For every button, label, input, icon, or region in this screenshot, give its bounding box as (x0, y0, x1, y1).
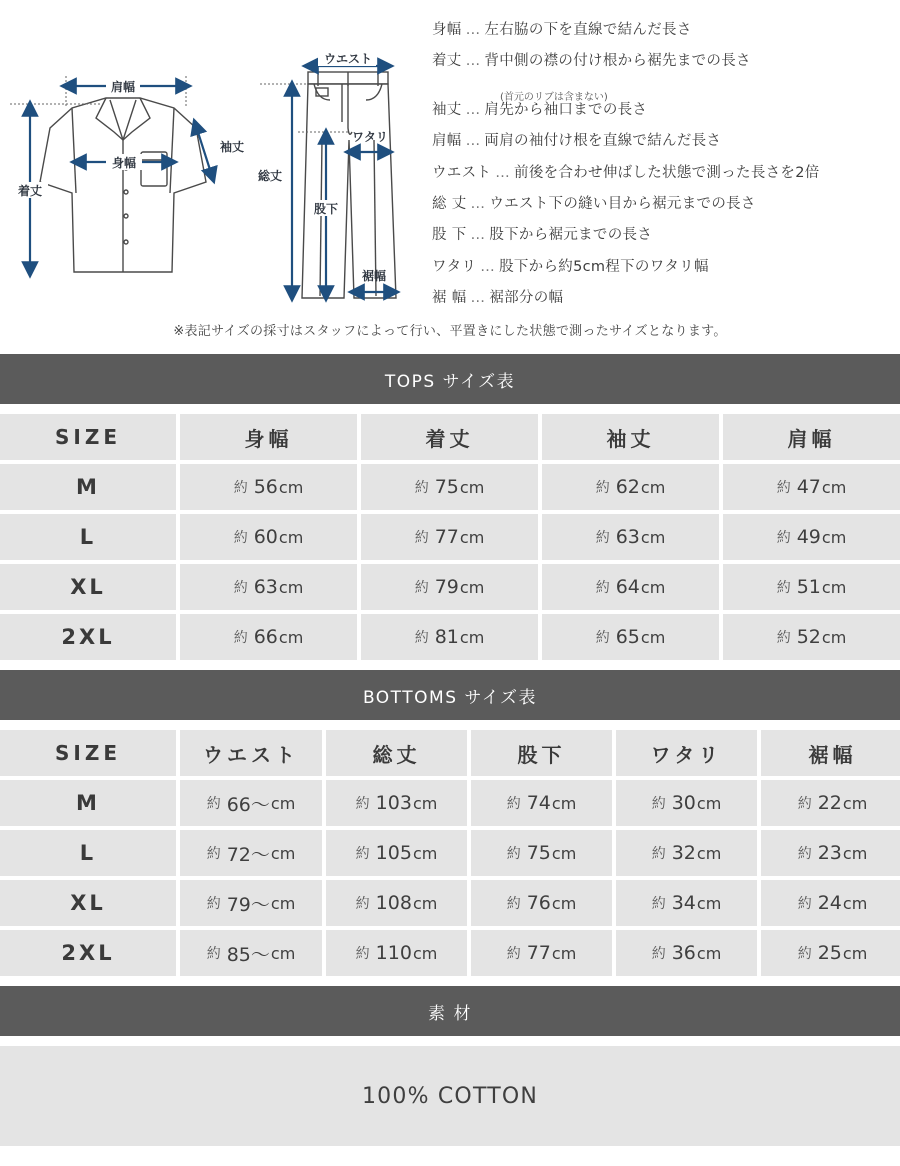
measurement-value: 49 (796, 526, 821, 548)
unit-label: cm (842, 843, 868, 863)
approx-prefix: 約 (651, 846, 666, 862)
table-header-cell: 総丈 (326, 730, 467, 776)
label-shoulder: 肩幅 (110, 80, 136, 94)
unit-label: cm (412, 893, 438, 913)
measurement-cell (471, 880, 612, 926)
approx-prefix: 約 (206, 946, 221, 962)
measurement-value: 77 (526, 942, 551, 964)
measurement-value: 36 (671, 942, 696, 964)
measurement-cell (761, 830, 900, 876)
legend-row: ワタリ … 股下から約5cm程下のワタリ幅 (432, 259, 709, 275)
unit-label: cm (270, 893, 296, 913)
approx-prefix: 約 (651, 896, 666, 912)
label-inseam: 股下 (313, 202, 339, 216)
measurement-value: 32 (671, 842, 696, 864)
measurement-value: 79〜 (226, 893, 270, 916)
label-thigh: ワタリ (352, 130, 388, 144)
unit-label: cm (821, 477, 847, 497)
measurement-cell (723, 514, 900, 560)
table-header-cell: 股下 (471, 730, 612, 776)
approx-prefix: 約 (233, 530, 248, 546)
unit-label: cm (551, 793, 577, 813)
approx-prefix: 約 (776, 480, 791, 496)
measurement-cell (542, 514, 719, 560)
approx-prefix: 約 (797, 846, 812, 862)
unit-label: cm (821, 627, 847, 647)
measurement-value: 60 (253, 526, 278, 548)
tops-section-title: TOPS サイズ表 (0, 354, 900, 404)
measurement-cell (723, 464, 900, 510)
measurement-cell (361, 464, 538, 510)
measurement-cell (180, 880, 322, 926)
unit-label: cm (696, 943, 722, 963)
measurement-value: 62 (615, 476, 640, 498)
measurement-cell (471, 930, 612, 976)
pants-illustration (302, 72, 396, 298)
measurement-value: 72〜 (226, 843, 270, 866)
table-header-cell: ワタリ (616, 730, 757, 776)
measurement-value: 23 (817, 842, 842, 864)
measurement-cell (180, 564, 357, 610)
measurement-value: 66〜 (226, 793, 270, 816)
approx-prefix: 約 (776, 630, 791, 646)
approx-prefix: 約 (506, 896, 521, 912)
approx-prefix: 約 (506, 946, 521, 962)
unit-label: cm (412, 943, 438, 963)
approx-prefix: 約 (206, 846, 221, 862)
measurement-value: 108 (375, 892, 412, 914)
measurement-cell (180, 830, 322, 876)
table-header-cell: 裾幅 (761, 730, 900, 776)
measurement-cell (723, 564, 900, 610)
material-value: 100% COTTON (0, 1046, 900, 1146)
unit-label: cm (551, 843, 577, 863)
measurement-value: 51 (796, 576, 821, 598)
measurement-cell (616, 930, 757, 976)
unit-label: cm (696, 793, 722, 813)
measurement-cell (326, 830, 467, 876)
table-header-cell: SIZE (0, 730, 176, 776)
measurement-cell (180, 464, 357, 510)
label-total-length: 総丈 (257, 169, 283, 183)
legend-row: 身幅 … 左右脇の下を直線で結んだ長さ (432, 22, 692, 38)
unit-label: cm (551, 943, 577, 963)
measurement-cell (361, 514, 538, 560)
measurement-value: 105 (375, 842, 412, 864)
size-label: L (0, 514, 176, 560)
table-header-cell: SIZE (0, 414, 176, 460)
legend-row: 肩幅 … 両肩の袖付け根を直線で結んだ長さ (432, 133, 722, 149)
table-header-cell: 袖丈 (542, 414, 719, 460)
unit-label: cm (821, 577, 847, 597)
approx-prefix: 約 (355, 846, 370, 862)
approx-prefix: 約 (206, 896, 221, 912)
unit-label: cm (278, 577, 304, 597)
table-header-cell: 肩幅 (723, 414, 900, 460)
unit-label: cm (278, 477, 304, 497)
measurement-cell (723, 614, 900, 660)
unit-label: cm (270, 843, 296, 863)
measurement-value: 56 (253, 476, 278, 498)
approx-prefix: 約 (797, 946, 812, 962)
unit-label: cm (696, 843, 722, 863)
measurement-value: 30 (671, 792, 696, 814)
table-header-cell: 着丈 (361, 414, 538, 460)
measurement-value: 52 (796, 626, 821, 648)
unit-label: cm (640, 577, 666, 597)
measurement-value: 75 (434, 476, 459, 498)
measurement-cell (326, 930, 467, 976)
size-label: 2XL (0, 614, 176, 660)
measurement-cell (542, 564, 719, 610)
unit-label: cm (842, 893, 868, 913)
approx-prefix: 約 (797, 896, 812, 912)
label-sleeve: 袖丈 (219, 140, 245, 154)
unit-label: cm (270, 793, 296, 813)
size-label: XL (0, 880, 176, 926)
bottoms-size-table (0, 730, 900, 976)
measurement-cell (542, 614, 719, 660)
measurement-value: 77 (434, 526, 459, 548)
approx-prefix: 約 (651, 796, 666, 812)
label-body-width: 身幅 (111, 156, 137, 170)
bottoms-section-title: BOTTOMS サイズ表 (0, 670, 900, 720)
measurement-value: 110 (375, 942, 412, 964)
measurement-cell (761, 930, 900, 976)
unit-label: cm (459, 577, 485, 597)
measurement-value: 103 (375, 792, 412, 814)
measurement-footnote: ※表記サイズの採寸はスタッフによって行い、平置きにした状態で測ったサイズとなります。 (173, 324, 727, 339)
measurement-value: 85〜 (226, 943, 270, 966)
legend-row: 股 下 … 股下から裾元までの長さ (432, 227, 653, 243)
approx-prefix: 約 (776, 580, 791, 596)
measurement-cell (361, 564, 538, 610)
label-length: 着丈 (17, 184, 43, 198)
measurement-value: 65 (615, 626, 640, 648)
unit-label: cm (270, 943, 296, 963)
unit-label: cm (640, 627, 666, 647)
approx-prefix: 約 (595, 630, 610, 646)
measurement-value: 63 (253, 576, 278, 598)
approx-prefix: 約 (506, 796, 521, 812)
measurement-value: 66 (253, 626, 278, 648)
measurement-illustration (0, 0, 430, 310)
measurement-value: 25 (817, 942, 842, 964)
unit-label: cm (459, 477, 485, 497)
size-label: XL (0, 564, 176, 610)
approx-prefix: 約 (355, 796, 370, 812)
measurement-cell (471, 780, 612, 826)
unit-label: cm (278, 527, 304, 547)
measurement-value: 79 (434, 576, 459, 598)
approx-prefix: 約 (797, 796, 812, 812)
unit-label: cm (640, 477, 666, 497)
measurement-cell (616, 880, 757, 926)
approx-prefix: 約 (506, 846, 521, 862)
unit-label: cm (459, 627, 485, 647)
measurement-value: 24 (817, 892, 842, 914)
tops-size-table (0, 414, 900, 660)
unit-label: cm (821, 527, 847, 547)
measurement-value: 64 (615, 576, 640, 598)
unit-label: cm (551, 893, 577, 913)
approx-prefix: 約 (233, 580, 248, 596)
approx-prefix: 約 (206, 796, 221, 812)
measurement-cell (326, 880, 467, 926)
legend-row: ウエスト … 前後を合わせ伸ばした状態で測った長さを2倍 (432, 165, 820, 181)
measurement-cell (180, 514, 357, 560)
approx-prefix: 約 (355, 896, 370, 912)
measurement-cell (180, 930, 322, 976)
approx-prefix: 約 (595, 580, 610, 596)
measurement-cell (616, 830, 757, 876)
unit-label: cm (412, 793, 438, 813)
size-label: L (0, 830, 176, 876)
measurement-cell (180, 614, 357, 660)
label-waist: ウエスト (323, 52, 373, 66)
measurement-cell (761, 780, 900, 826)
approx-prefix: 約 (595, 530, 610, 546)
legend-row: 袖丈 … 肩先から袖口までの長さ (432, 102, 648, 118)
unit-label: cm (842, 793, 868, 813)
unit-label: cm (696, 893, 722, 913)
measurement-cell (180, 780, 322, 826)
measurement-value: 63 (615, 526, 640, 548)
size-label: M (0, 780, 176, 826)
material-section-title: 素 材 (0, 986, 900, 1036)
approx-prefix: 約 (595, 480, 610, 496)
legend-row: 総 丈 … ウエスト下の縫い目から裾元までの長さ (432, 196, 756, 212)
unit-label: cm (640, 527, 666, 547)
size-label: M (0, 464, 176, 510)
size-label: 2XL (0, 930, 176, 976)
approx-prefix: 約 (776, 530, 791, 546)
measurement-cell (471, 830, 612, 876)
legend-row: 裾 幅 … 裾部分の幅 (432, 290, 564, 306)
approx-prefix: 約 (414, 480, 429, 496)
table-header-cell: ウエスト (180, 730, 322, 776)
measurement-value: 34 (671, 892, 696, 914)
measurement-cell (542, 464, 719, 510)
legend-note: (首元のリブは含まない) (500, 92, 608, 103)
measurement-cell (761, 880, 900, 926)
approx-prefix: 約 (414, 530, 429, 546)
measurement-value: 47 (796, 476, 821, 498)
approx-prefix: 約 (233, 630, 248, 646)
measurement-value: 81 (434, 626, 459, 648)
approx-prefix: 約 (233, 480, 248, 496)
approx-prefix: 約 (414, 630, 429, 646)
measurement-value: 22 (817, 792, 842, 814)
measurement-value: 76 (526, 892, 551, 914)
measurement-cell (326, 780, 467, 826)
unit-label: cm (459, 527, 485, 547)
unit-label: cm (842, 943, 868, 963)
approx-prefix: 約 (651, 946, 666, 962)
approx-prefix: 約 (414, 580, 429, 596)
approx-prefix: 約 (355, 946, 370, 962)
unit-label: cm (278, 627, 304, 647)
table-header-cell: 身幅 (180, 414, 357, 460)
shirt-illustration (40, 98, 206, 272)
unit-label: cm (412, 843, 438, 863)
label-hem: 裾幅 (361, 269, 387, 283)
size-diagram (0, 0, 900, 345)
measurement-value: 74 (526, 792, 551, 814)
legend-row: 着丈 … 背中側の襟の付け根から裾先までの長さ (432, 53, 751, 69)
measurement-value: 75 (526, 842, 551, 864)
measurement-cell (361, 614, 538, 660)
measurement-cell (616, 780, 757, 826)
